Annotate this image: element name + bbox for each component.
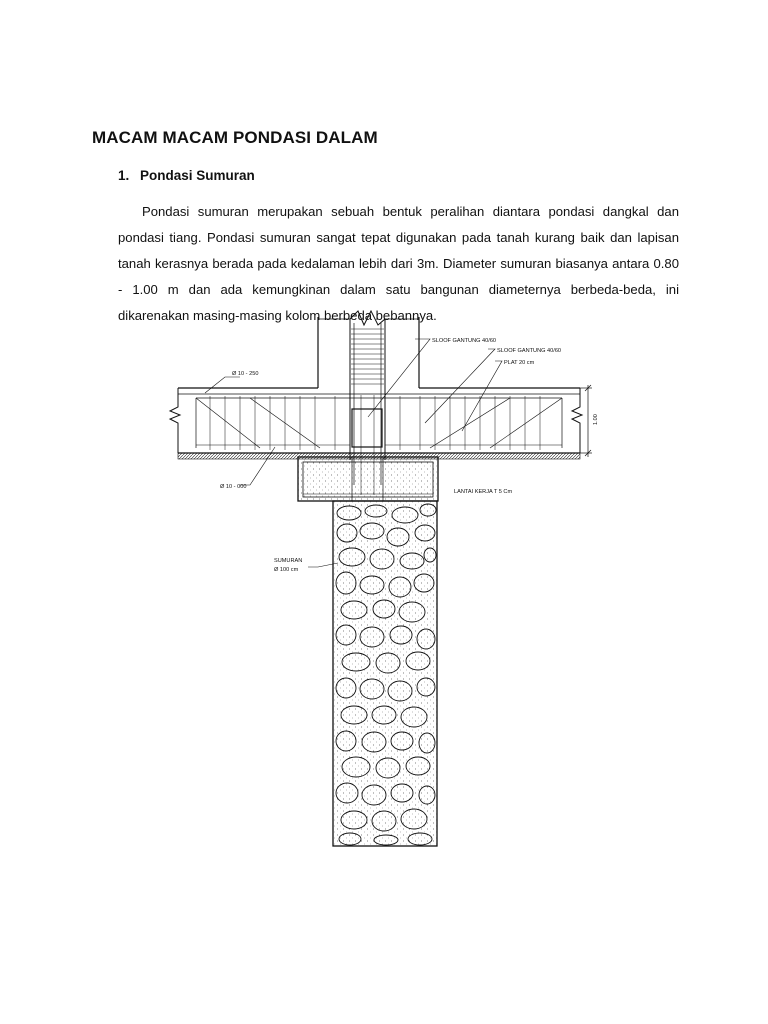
pile-cap	[298, 457, 438, 501]
section-title: Pondasi Sumuran	[140, 168, 255, 183]
section-number: 1.	[118, 168, 130, 183]
page-title: MACAM MACAM PONDASI DALAM	[92, 128, 378, 147]
section-heading	[118, 168, 255, 183]
label-rebar-bottom: Ø 10 - 000	[220, 484, 247, 490]
label-sloof-gantung-2: SLOOF GANTUNG 40/60	[497, 348, 562, 354]
body-paragraph: Pondasi sumuran merupakan sebuah bentuk peralihan diantara pondasi dangkal dan pondasi tiang. Pondasi sumuran sangat tepat digunakan pada tanah kurang baik dan lapisan tanah kerasnya berada pada kedalaman lebih dari 3m. Diameter sumuran biasanya antara 0.80 - 1.00 m dan ada kemungkinan dalam satu bangunan diameternya berbeda-beda, ini dikarenakan masing-masing kolom berbeda bebannya.	[118, 204, 679, 323]
label-rebar-top: Ø 10 - 250	[232, 371, 259, 377]
sumuran-shaft	[333, 501, 437, 846]
dimension-label: 1.00	[593, 414, 599, 425]
foundation-drawing	[150, 305, 610, 850]
label-plat: PLAT 20 cm	[504, 360, 535, 366]
label-sumuran-diameter: Ø 100 cm	[274, 567, 299, 573]
slab-sloof	[170, 388, 582, 453]
label-sloof-gantung-1: SLOOF GANTUNG 40/60	[432, 338, 497, 344]
label-sumuran: SUMURAN	[274, 558, 303, 564]
label-lantai-kerja: LANTAI KERJA T 5 Cm	[454, 489, 513, 495]
dimension-line	[580, 385, 592, 457]
